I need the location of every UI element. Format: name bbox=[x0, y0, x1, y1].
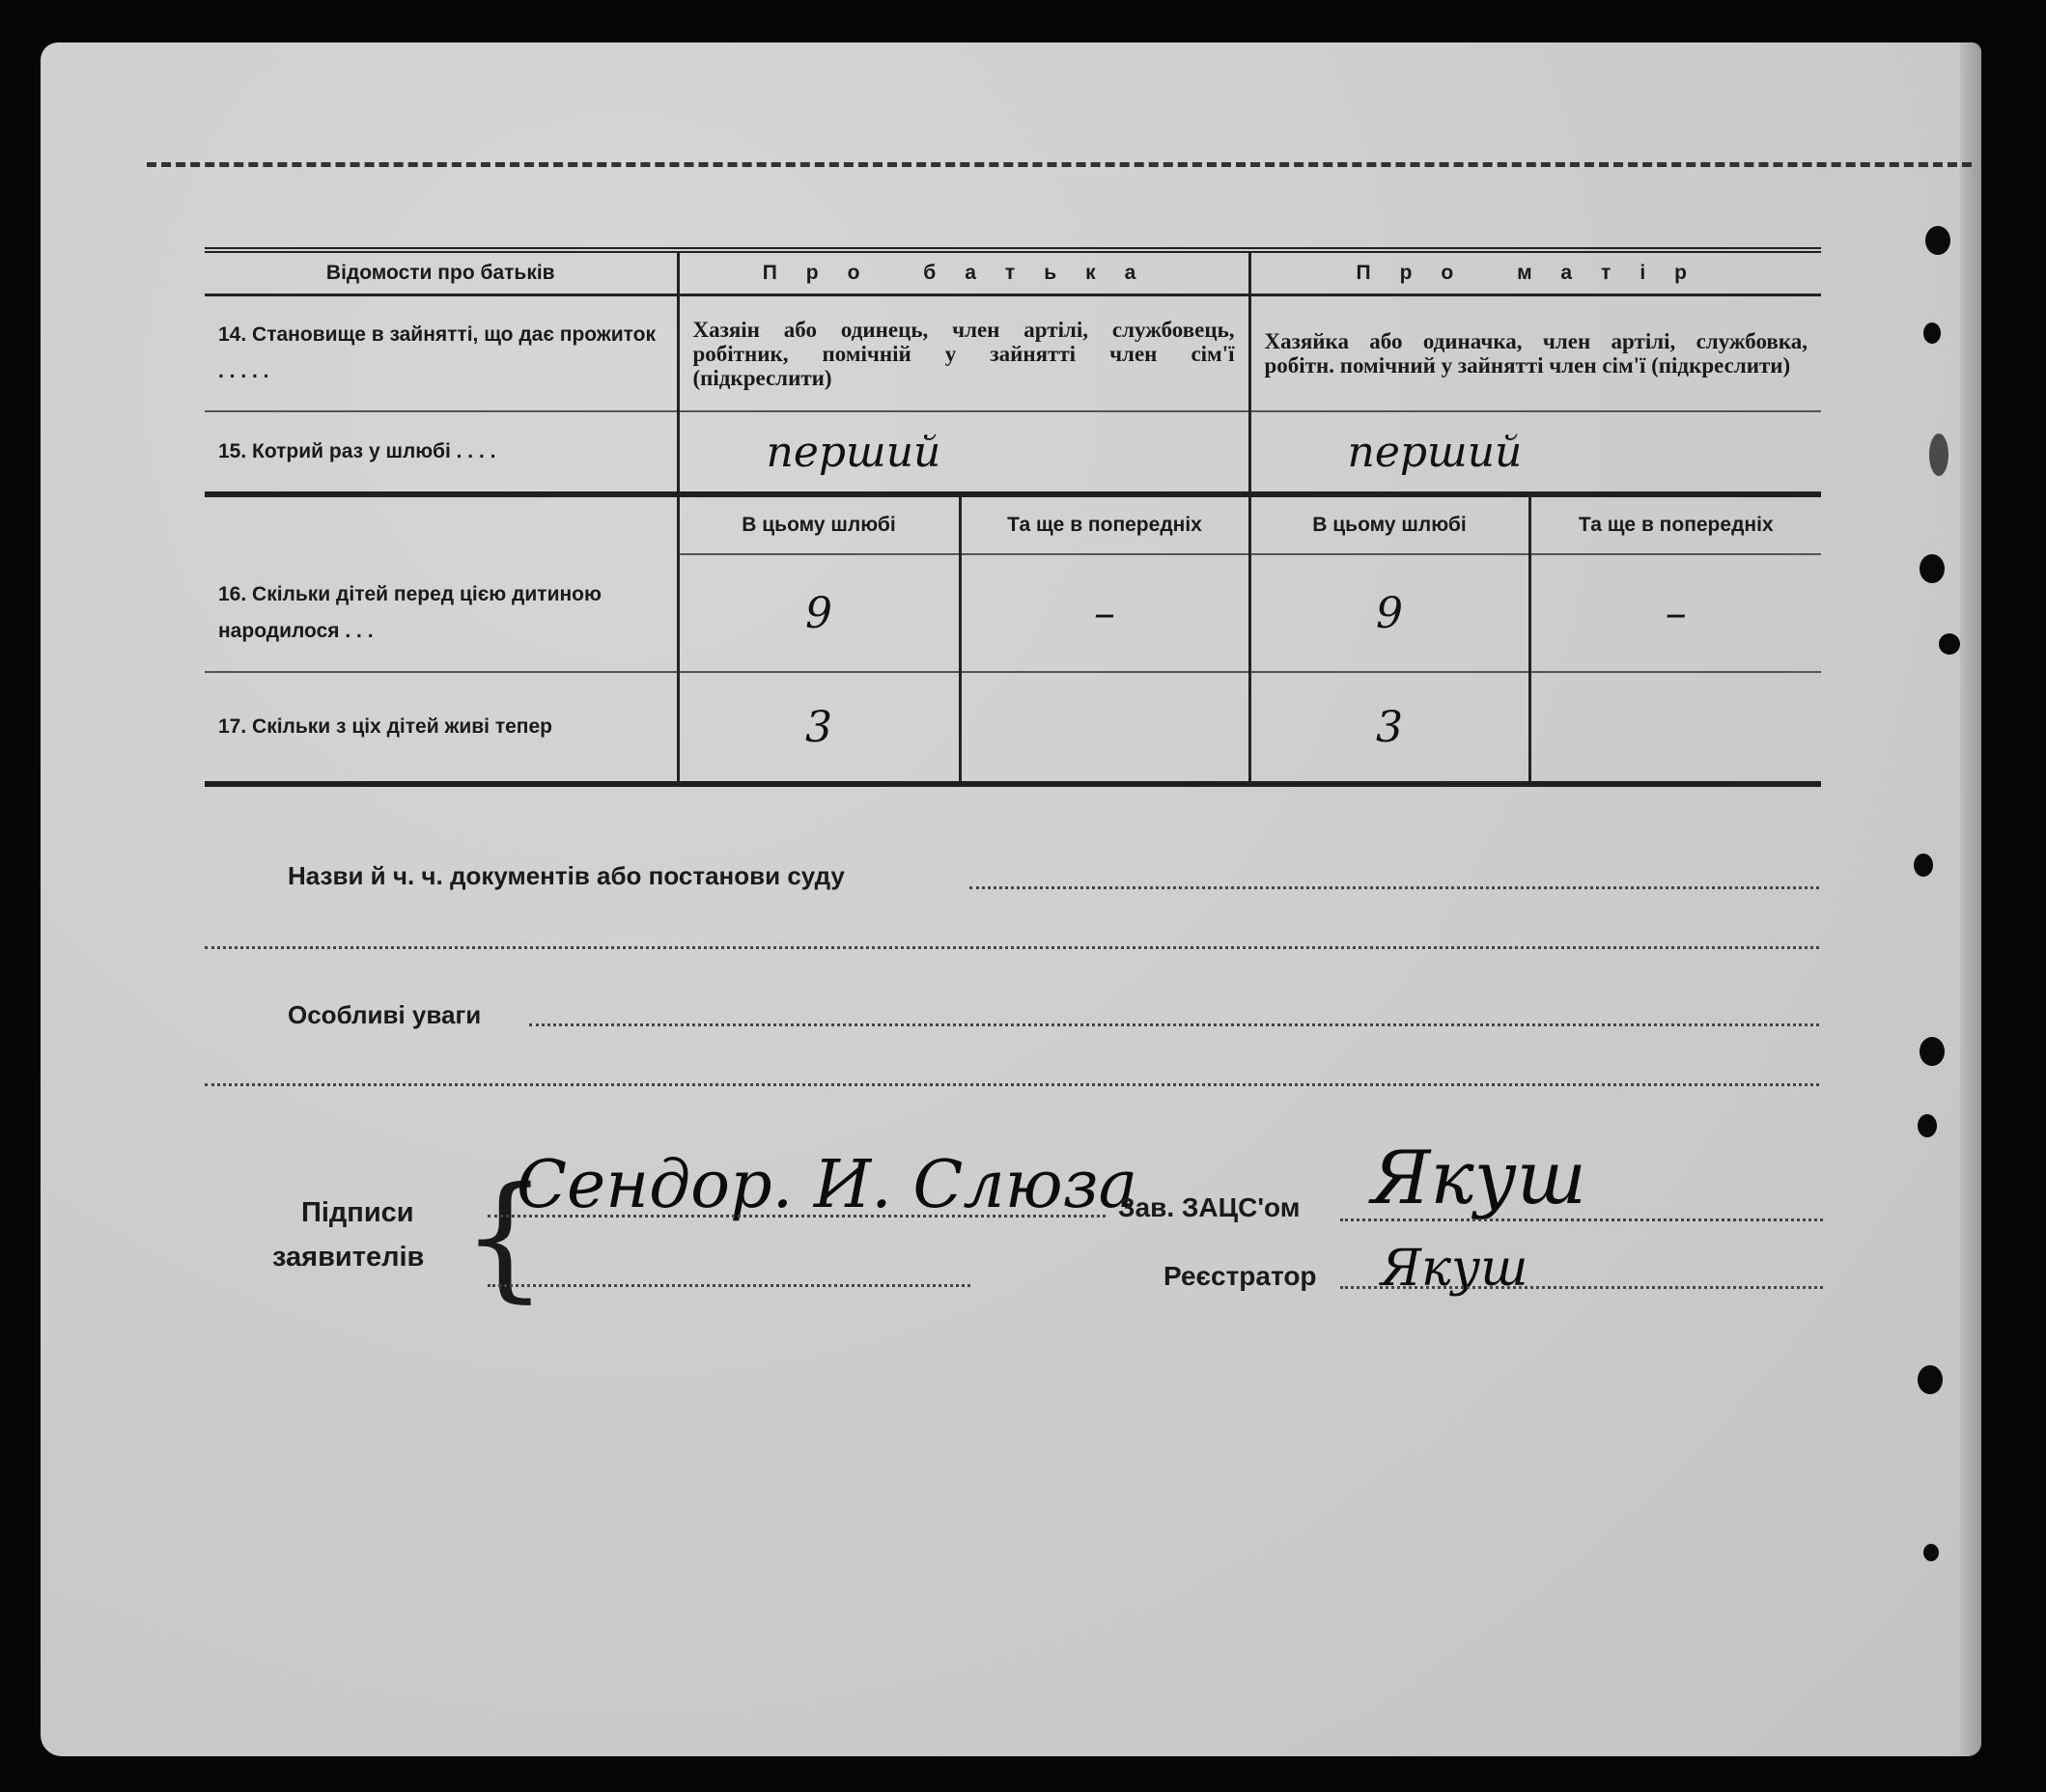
head-of-registry-label: Зав. ЗАЦС'ом bbox=[1118, 1192, 1301, 1222]
father-children-born-prev: – bbox=[960, 554, 1249, 672]
father-occupation-options: Хазяін або одинець, член артілі, службовець, робітник, помічній у зайнятті член сім'ї (підкреслити) bbox=[678, 295, 1249, 412]
punch-hole bbox=[1920, 1037, 1945, 1066]
remarks-label: Особливі уваги bbox=[288, 1000, 482, 1029]
father-children-born-this: 9 bbox=[678, 554, 960, 672]
applicant-signature: Сендор. И. Слюза bbox=[517, 1147, 1138, 1223]
registrar-signature: Якуш bbox=[1381, 1240, 1528, 1298]
punch-hole bbox=[1920, 554, 1945, 583]
punch-hole bbox=[1918, 1114, 1937, 1137]
documents-line-2 bbox=[205, 946, 1819, 949]
parents-info-table bbox=[205, 247, 1821, 787]
father-marriage-number: перший bbox=[678, 411, 1249, 494]
punch-hole bbox=[1923, 1544, 1939, 1561]
mother-occupation-options: Хазяйка або одиначка, член артілі, службовка, робітн. помічний у зайнятті член сім'ї (підкреслити) bbox=[1249, 295, 1821, 412]
table-subheader-row bbox=[205, 494, 1821, 554]
table-row bbox=[205, 295, 1821, 412]
head-signature: Якуш bbox=[1371, 1134, 1586, 1220]
page-edge bbox=[1960, 42, 1981, 1756]
remarks-line-2 bbox=[205, 1083, 1819, 1086]
subheader-mother-this: В цьому шлюбі bbox=[1249, 494, 1529, 554]
punch-hole bbox=[1914, 854, 1933, 877]
mother-children-born-prev: – bbox=[1529, 554, 1821, 672]
punch-hole bbox=[1918, 1365, 1943, 1394]
header-father: Про батька bbox=[678, 250, 1249, 295]
table-row bbox=[205, 554, 1821, 672]
applicant-signature-line-2 bbox=[488, 1284, 970, 1287]
row-label-marriage-number: 15. Котрий раз у шлюбі . . . . bbox=[205, 411, 678, 494]
mother-marriage-number: перший bbox=[1249, 411, 1821, 494]
mother-children-alive-this: 3 bbox=[1249, 672, 1529, 784]
punch-hole bbox=[1939, 633, 1960, 655]
mother-children-alive-prev bbox=[1529, 672, 1821, 784]
applicants-label-line2: заявителів bbox=[272, 1242, 425, 1273]
row-label-occupation: 14. Становище в зайнятті, що дає прожиток . . . . . bbox=[205, 295, 678, 412]
registrar-signature-line bbox=[1340, 1286, 1823, 1289]
subheader-father-prev: Та ще в попередніх bbox=[960, 494, 1249, 554]
punch-hole bbox=[1929, 434, 1948, 476]
header-parents-info: Відомости про батьків bbox=[205, 250, 678, 295]
applicants-brace: { bbox=[462, 1159, 548, 1316]
subheader-father-this: В цьому шлюбі bbox=[678, 494, 960, 554]
applicants-label-line1: Підписи bbox=[301, 1197, 414, 1228]
remarks-line bbox=[529, 1023, 1819, 1026]
table-row bbox=[205, 672, 1821, 784]
header-mother: Про матір bbox=[1249, 250, 1821, 295]
documents-label: Назви й ч. ч. документів або постанови суду bbox=[288, 861, 845, 890]
perforation-line bbox=[147, 162, 1972, 167]
documents-line bbox=[969, 886, 1819, 889]
empty-cell bbox=[205, 494, 678, 554]
table-row bbox=[205, 411, 1821, 494]
head-signature-line bbox=[1340, 1218, 1823, 1221]
father-children-alive-this: 3 bbox=[678, 672, 960, 784]
mother-children-born-this: 9 bbox=[1249, 554, 1529, 672]
punch-hole bbox=[1925, 226, 1950, 255]
punch-hole bbox=[1923, 322, 1941, 344]
father-children-alive-prev bbox=[960, 672, 1249, 784]
table-header-row bbox=[205, 250, 1821, 295]
applicant-signature-line bbox=[488, 1215, 1106, 1218]
registrar-label: Реєстратор bbox=[1163, 1261, 1317, 1291]
row-label-children-born: 16. Скільки дітей перед цією дитиною народилося . . . bbox=[205, 554, 678, 672]
subheader-mother-prev: Та ще в попередніх bbox=[1529, 494, 1821, 554]
row-label-children-alive: 17. Скільки з ціх дітей живі тепер bbox=[205, 672, 678, 784]
